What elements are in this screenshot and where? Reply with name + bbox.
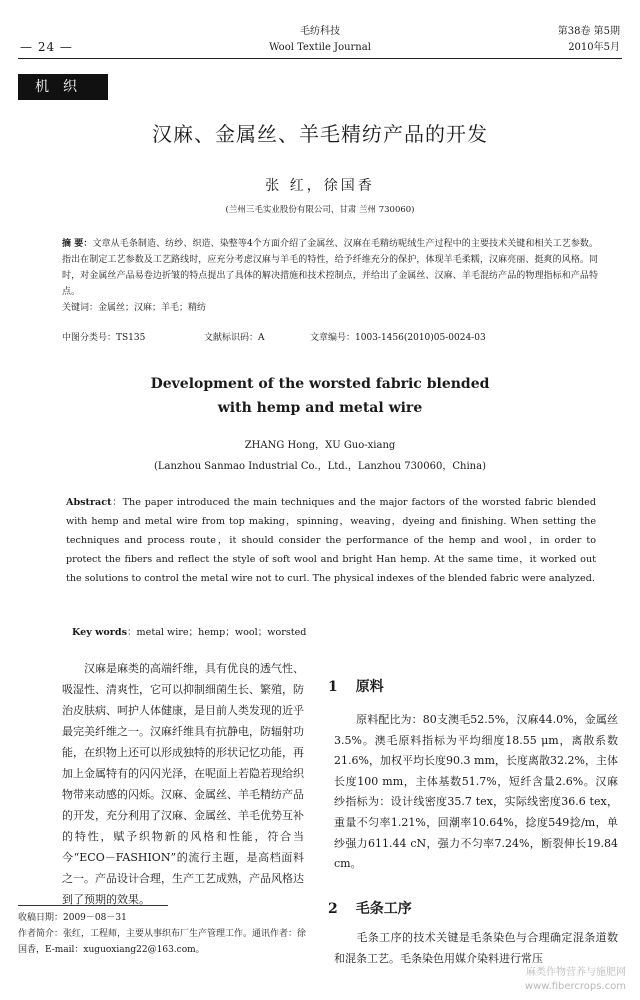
article-number: 文章编号：1003-1456(2010)05-0024-03	[310, 333, 486, 343]
footnote-rule	[18, 905, 168, 906]
volume-issue: 第38卷 第5期	[557, 26, 620, 37]
author-info: 作者简介：张红，工程师，主要从事织布厂生产管理工作。通讯作者：徐国香，E-mail：xuguoxiang22@163.com。	[18, 929, 307, 955]
intro-text: 汉麻是麻类的高端纤维，具有优良的透气性、吸湿性、清爽性，它可以抑制细菌生长、繁殖，防治皮肤病、呵护人体健康，是目前人类发现的近乎最完美纤维之一。汉麻纤维具有抗静电，防辐射功能，在织物上还可以形成独特的形状记忆功能，再加上金属特有的闪闪光泽，在呢面上若隐若现给织物带来动感的闪烁。汉麻、金属丝、羊毛精纺产品的开发，充分利用了汉麻、金属丝、羊毛优势互补的特性，赋予织物新的风格和性能，符合当今“ECO－FASHION”的流行主题，是高档面料之一。产品设计合理，生产工艺成熟，产品风格达到了预期的效果。	[62, 662, 304, 906]
affiliation-en: (Lanzhou Sanmao Industrial Co.，Ltd.，Lanzhou 730060，China)	[154, 461, 486, 472]
footnote	[18, 910, 308, 958]
page-number: — 24 —	[20, 40, 73, 54]
header-rule	[18, 58, 622, 59]
abstract-cn-label: 摘 要：	[62, 239, 93, 249]
watermark	[525, 966, 626, 994]
clc-number: 中图分类号：TS135	[62, 333, 146, 343]
section-1-number: 1	[328, 679, 338, 695]
keywords-en-row	[72, 624, 306, 638]
intro-paragraph	[62, 658, 304, 910]
paper-title-en-line1: Development of the worsted fabric blended	[150, 376, 490, 392]
section-1-text: 原料配比为：80支澳毛52.5%，汉麻44.0%，金属丝3.5%。澳毛原料指标为平均细度18.55 μm，离散系数21.6%，加权平均长度90.3 mm，长度离散32.2%，主体长度100 mm，主体基数51.7%，短纤含量2.6%。汉麻纱指标为：设计线密度35.7 tex，实际线密度36.6 tex，重量不匀率1.21%，回潮率10.64%，捻度549捻/m，单纱强力611.44 cN，强力不匀率7.24%，断裂伸长19.84 cm。	[334, 713, 618, 871]
authors-en: ZHANG Hong，XU Guo-xiang	[244, 440, 396, 451]
section-1-body	[334, 710, 618, 875]
classification-row	[62, 330, 486, 343]
keywords-en-label: Key words	[72, 627, 127, 638]
section-heading-2	[328, 898, 412, 918]
section-heading-1	[328, 676, 384, 696]
journal-name-en: Wool Textile Journal	[269, 42, 371, 53]
received-date: 收稿日期：2009－08－31	[18, 913, 127, 923]
section-2-title: 毛条工序	[355, 901, 412, 917]
section-1-title: 原料	[355, 679, 384, 695]
keywords-en: ：metal wire；hemp；wool；worsted	[126, 627, 307, 638]
keywords-cn-label: 关键词：	[62, 303, 99, 313]
document-code: 文献标识码：A	[204, 333, 265, 343]
keywords-cn: 金属丝；汉麻；羊毛；精纺	[98, 303, 207, 313]
issue-date: 2010年5月	[568, 42, 620, 53]
section-tag: 机织	[18, 74, 108, 100]
issue-info	[558, 24, 620, 56]
watermark-line2: www.fibercrops.com	[524, 981, 626, 992]
abstract-cn	[62, 236, 598, 316]
paper-title-cn: 汉麻、金属丝、羊毛精纺产品的开发	[152, 122, 488, 146]
journal-header	[0, 24, 640, 56]
watermark-line1: 麻类作物营养与施肥网	[526, 967, 626, 978]
abstract-cn-text: 文章从毛条制造、纺纱、织造、染整等4个方面介绍了金属丝、汉麻在毛精纺呢绒生产过程中的主要技术关键和相关工艺参数。指出在制定工艺参数及工艺路线时，应充分考虑汉麻与羊毛的特性，给予纤维充分的保护，体现羊毛柔糯，汉麻亮丽、挺爽的风格。同时，对金属丝产品易卷边折皱的特点提出了具体的解决措施和技术控制点，并给出了金属丝、汉麻、羊毛混纺产品的物理指标和产品特点。	[62, 239, 598, 297]
section-2-number: 2	[328, 901, 338, 917]
paper-title-en-line2: with hemp and metal wire	[217, 400, 423, 416]
abstract-en-label: Abstract	[66, 497, 112, 508]
paper-title-en	[0, 372, 640, 420]
abstract-en	[66, 493, 596, 588]
affiliation-cn: (兰州三毛实业股份有限公司，甘肃 兰州 730060)	[225, 205, 415, 215]
section-2-body	[334, 928, 618, 969]
authors-cn: 张 红，徐国香	[265, 178, 375, 194]
journal-name-cn: 毛纺科技	[300, 26, 340, 37]
abstract-en-text: ：The paper introduced the main techniques and the major factors of the worsted fabric blended with hemp and metal wire from top making，spinning，weaving，dyeing and finishing. When setting the techniques and process route，it should consider the performance of the hemp and wool，in order to protect the fibers and reflect the style of soft wool and bright Han hemp. At the same time，it worked out the solutions to control the metal wire not to curl. The physical indexes of the blended fabric were analyzed.	[66, 497, 596, 584]
section-2-text: 毛条工序的技术关键是毛条染色与合理确定混条道数和混条工艺。毛条染色用媒介染料进行常压	[334, 931, 618, 965]
